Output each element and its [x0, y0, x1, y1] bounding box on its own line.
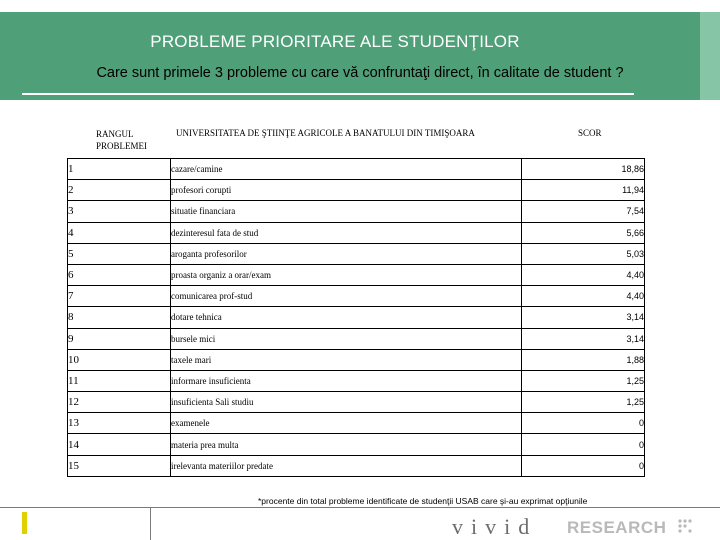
slide-title: PROBLEME PRIORITARE ALE STUDENŢILOR [150, 32, 520, 51]
problem-cell: proasta organiz a orar/exam [171, 264, 522, 285]
rank-cell: 11 [68, 370, 171, 391]
score-cell: 0 [522, 413, 645, 434]
header-band [0, 12, 700, 100]
score-cell: 1,88 [522, 349, 645, 370]
table-row [68, 455, 645, 476]
score-cell: 1,25 [522, 392, 645, 413]
score-cell: 0 [522, 455, 645, 476]
rank-cell: 12 [68, 392, 171, 413]
rank-cell: 1 [68, 159, 171, 180]
header-divider [22, 93, 634, 95]
score-cell: 7,54 [522, 201, 645, 222]
problem-cell: profesori corupti [171, 180, 522, 201]
table-row [68, 413, 645, 434]
slide-subtitle: Care sunt primele 3 probleme cu care vă confruntaţi direct, în calitate de student ? [96, 65, 624, 81]
logo-vivid-text: vivid [452, 514, 538, 539]
rank-cell: 15 [68, 455, 171, 476]
table-row [68, 349, 645, 370]
problem-cell: insuficienta Sali studiu [171, 392, 522, 413]
score-cell: 4,40 [522, 264, 645, 285]
rank-cell: 7 [68, 286, 171, 307]
problem-cell: irelevanta materiilor predate [171, 455, 522, 476]
score-cell: 4,40 [522, 286, 645, 307]
problem-cell: informare insuficienta [171, 370, 522, 391]
rank-cell: 10 [68, 349, 171, 370]
score-cell: 11,94 [522, 180, 645, 201]
header-university: UNIVERSITATEA DE ŞTIINŢE AGRICOLE A BANATULUI DIN TIMIŞOARA [176, 128, 475, 138]
header-score: SCOR [578, 128, 602, 138]
table-row [68, 434, 645, 455]
table-row [68, 180, 645, 201]
rank-cell: 9 [68, 328, 171, 349]
table-row [68, 201, 645, 222]
rank-cell: 6 [68, 264, 171, 285]
rank-cell: 13 [68, 413, 171, 434]
score-cell: 5,66 [522, 222, 645, 243]
score-cell: 1,25 [522, 370, 645, 391]
table-row [68, 392, 645, 413]
table-row [68, 222, 645, 243]
score-cell: 5,03 [522, 243, 645, 264]
logo-dots-icon [677, 518, 693, 534]
table-row [68, 307, 645, 328]
header-rank: RANGUL PROBLEMEI [96, 129, 148, 151]
score-cell: 18,86 [522, 159, 645, 180]
logo-research-text: RESEARCH [567, 518, 667, 537]
problem-cell: materia prea multa [171, 434, 522, 455]
table-row [68, 286, 645, 307]
problem-cell: dezinteresul fata de stud [171, 222, 522, 243]
score-cell: 0 [522, 434, 645, 455]
rank-cell: 8 [68, 307, 171, 328]
rank-cell: 14 [68, 434, 171, 455]
footnote: *procente din total probleme identificate de studenţii USAB care şi-au exprimat opţiunile [258, 496, 588, 506]
rank-cell: 3 [68, 201, 171, 222]
footer-accent-bar [22, 512, 27, 534]
problem-cell: cazare/camine [171, 159, 522, 180]
problem-cell: aroganta profesorilor [171, 243, 522, 264]
table-row [68, 370, 645, 391]
table-row [68, 159, 645, 180]
problem-cell: taxele mari [171, 349, 522, 370]
table-row [68, 328, 645, 349]
problem-cell: examenele [171, 413, 522, 434]
problem-cell: bursele mici [171, 328, 522, 349]
problem-cell: dotare tehnica [171, 307, 522, 328]
problem-cell: comunicarea prof-stud [171, 286, 522, 307]
rank-cell: 4 [68, 222, 171, 243]
score-cell: 3,14 [522, 328, 645, 349]
score-cell: 3,14 [522, 307, 645, 328]
table-row [68, 264, 645, 285]
table-header [0, 128, 720, 158]
table-row [68, 243, 645, 264]
problems-table [67, 158, 645, 477]
rank-cell: 2 [68, 180, 171, 201]
problem-cell: situatie financiara [171, 201, 522, 222]
rank-cell: 5 [68, 243, 171, 264]
